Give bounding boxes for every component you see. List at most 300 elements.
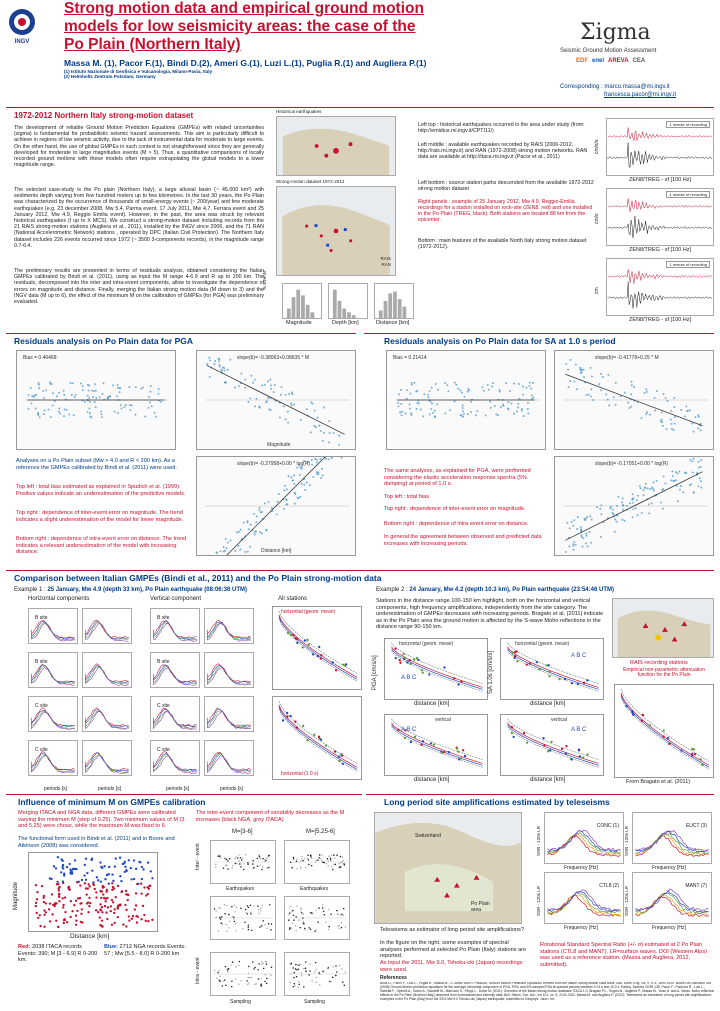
station-point bbox=[526, 741, 528, 743]
residual-point bbox=[240, 857, 242, 859]
itaca-record bbox=[105, 890, 107, 892]
nga-record bbox=[151, 877, 153, 879]
residual-point bbox=[615, 404, 617, 406]
residual-point bbox=[322, 904, 324, 906]
nga-record bbox=[135, 868, 137, 870]
residual-point bbox=[34, 394, 36, 396]
residual-point bbox=[401, 411, 403, 413]
residual-point bbox=[429, 390, 431, 392]
spectrum-curve bbox=[31, 755, 74, 772]
residual-point bbox=[236, 907, 238, 909]
ex2-pga-ylabel: PGA [cm/s/s] bbox=[372, 655, 378, 690]
nga-record bbox=[86, 872, 88, 874]
sa-intra-plot bbox=[554, 456, 714, 556]
residual-point bbox=[503, 405, 505, 407]
s2-text-3: Top right : dependence of inter-event error on magnitude. The trend indicates a slight underestimation of the model for lower magnitude. bbox=[16, 510, 184, 523]
residual-point bbox=[305, 970, 307, 972]
spectrum-curve bbox=[85, 664, 128, 682]
residual-point bbox=[311, 459, 313, 461]
itaca-record bbox=[128, 915, 130, 917]
residual-point bbox=[248, 926, 250, 928]
residual-point bbox=[653, 490, 655, 492]
residual-point bbox=[301, 972, 303, 974]
itaca-record bbox=[73, 904, 75, 906]
residual-point bbox=[337, 913, 339, 915]
teleseism-map bbox=[374, 812, 522, 924]
station-point bbox=[565, 753, 567, 755]
residual-point bbox=[215, 910, 217, 912]
residual-point bbox=[271, 923, 273, 925]
residual-point bbox=[647, 487, 649, 489]
itaca-record bbox=[45, 911, 47, 913]
residual-point bbox=[568, 386, 570, 388]
residual-point bbox=[321, 468, 323, 470]
residual-point bbox=[303, 968, 305, 970]
residual-point bbox=[249, 397, 251, 399]
residual-point bbox=[262, 920, 264, 922]
residual-point bbox=[644, 487, 646, 489]
residual-point bbox=[416, 408, 418, 410]
residual-point bbox=[624, 520, 626, 522]
attenuation-curve bbox=[391, 647, 482, 688]
residual-point bbox=[149, 401, 151, 403]
itaca-record bbox=[117, 885, 119, 887]
residual-point bbox=[247, 913, 249, 915]
sampling-label-1: Sampling bbox=[230, 999, 251, 1005]
nga-record bbox=[100, 881, 102, 883]
ssr-curve bbox=[547, 894, 620, 915]
s2-text-4: Bottom right : dependence of intra-event error on distance. The trend indicates a relevant underestimation of the model with increasing distance. bbox=[16, 536, 187, 556]
residual-point bbox=[235, 978, 237, 980]
residual-point bbox=[343, 908, 345, 910]
residual-point bbox=[299, 964, 301, 966]
residual-point bbox=[266, 978, 268, 980]
itaca-record bbox=[105, 898, 107, 900]
ssr-curve bbox=[635, 833, 708, 853]
residual-point bbox=[254, 967, 256, 969]
example-1-prefix: Example 1 : bbox=[14, 587, 46, 593]
poster-title bbox=[64, 0, 434, 54]
residual-point bbox=[573, 541, 575, 543]
residual-point bbox=[243, 869, 245, 871]
itaca-record bbox=[69, 916, 71, 918]
residual-point bbox=[288, 475, 290, 477]
residual-point bbox=[268, 923, 270, 925]
attenuation-curve bbox=[279, 619, 357, 681]
residual-point bbox=[250, 524, 252, 526]
residual-point bbox=[309, 970, 311, 972]
residual-point bbox=[217, 972, 219, 974]
residual-point bbox=[699, 477, 701, 479]
spectrum-curve bbox=[31, 621, 74, 638]
station-point bbox=[394, 648, 396, 650]
spectrum-curve bbox=[85, 712, 128, 730]
residual-point bbox=[459, 389, 461, 391]
residual-point bbox=[82, 389, 84, 391]
residual-point bbox=[398, 393, 400, 395]
residual-point bbox=[248, 925, 250, 927]
residual-point bbox=[268, 867, 270, 869]
residual-point bbox=[64, 408, 66, 410]
station-point bbox=[409, 659, 411, 661]
residual-point bbox=[660, 420, 662, 422]
station-point bbox=[402, 653, 404, 655]
residual-point bbox=[296, 969, 298, 971]
residual-point bbox=[245, 854, 247, 856]
residual-point bbox=[254, 983, 256, 985]
residual-point bbox=[589, 367, 591, 369]
residual-point bbox=[266, 857, 268, 859]
nga-record bbox=[96, 876, 98, 878]
attenuation-curve bbox=[507, 643, 598, 684]
residual-point bbox=[260, 978, 262, 980]
ex2-sa-ylabel: SA 1.0s [cm/s/s] bbox=[488, 650, 494, 694]
residual-point bbox=[648, 503, 650, 505]
residual-point bbox=[260, 864, 262, 866]
station-point bbox=[441, 752, 443, 754]
residual-point bbox=[116, 395, 118, 397]
station-point bbox=[558, 678, 560, 680]
residual-point bbox=[328, 420, 330, 422]
station-point bbox=[334, 750, 336, 752]
residual-point bbox=[270, 384, 272, 386]
residual-point bbox=[693, 431, 695, 433]
residual-point bbox=[220, 907, 222, 909]
residual-point bbox=[238, 854, 240, 856]
residual-point bbox=[129, 409, 131, 411]
residual-point bbox=[691, 422, 693, 424]
residual-point bbox=[223, 369, 225, 371]
residual-point bbox=[632, 493, 634, 495]
residual-point bbox=[517, 407, 519, 409]
nga-record bbox=[141, 866, 143, 868]
residual-point bbox=[577, 516, 579, 518]
pga-slope1-label: slope(b)= -0.38063+0.08635 * M bbox=[237, 355, 309, 361]
residual-point bbox=[140, 388, 142, 390]
waveform-panel bbox=[606, 258, 714, 316]
residual-point bbox=[489, 401, 491, 403]
station-point bbox=[543, 744, 545, 746]
residual-point bbox=[521, 408, 523, 410]
residual-point bbox=[580, 369, 582, 371]
residual-point bbox=[582, 546, 584, 548]
residual-point bbox=[693, 458, 695, 460]
itaca-record bbox=[89, 902, 91, 904]
residual-point bbox=[264, 981, 266, 983]
nga-record bbox=[56, 881, 58, 883]
residual-panel bbox=[284, 896, 350, 940]
hist-distance bbox=[374, 283, 414, 319]
residual-point bbox=[219, 855, 221, 857]
residual-point bbox=[684, 472, 686, 474]
nga-record bbox=[141, 878, 143, 880]
waveform-trace bbox=[608, 143, 712, 168]
residual-point bbox=[259, 913, 261, 915]
residual-point bbox=[624, 392, 626, 394]
residual-point bbox=[673, 406, 675, 408]
itaca-record bbox=[101, 919, 103, 921]
residual-point bbox=[42, 390, 44, 392]
residual-point bbox=[338, 435, 340, 437]
title-line-3: Po Plain (Northern Italy) bbox=[64, 36, 241, 53]
residual-point bbox=[224, 904, 226, 906]
residual-point bbox=[600, 389, 602, 391]
s1-paragraph-2: The selected case-study is the Po plain (Northern Italy), a large alluvial basin (~ 45.000 km²) with sediments depth varying from few hundred meters up to few kilometres. In the last 30 years, the Po Plain was characterized by the occurrence of thousands of small-energy events (~ 200/year) and few moderate earthquakes (e.g. 23 december 2008, Mw 5.4, Parma event, 17 July 2011, Mw 4.7, Ferrara event and 25 January 2012, Mw 4.9, Reggio Emilia event). However, in the past, the area was struck by relevant historical earthquakes (I up to X MCS). We construct a strong-motion dataset including records from the 21 RAIS strong-motion stations (Augliera et al., 2011), installed by the INGV since 2006, and the 71 RAN (National Accelerometric Network) stations , operated by DPC (Italian Civil Protection). The Northern Italy dataset includes 226 events occurred since 1972 (~ 3500 3-components records), in the magnitude range 0.7-6.4. bbox=[14, 187, 264, 249]
spectrum-curve bbox=[153, 621, 196, 639]
residual-point bbox=[80, 383, 82, 385]
residual-point bbox=[37, 412, 39, 414]
residual-point bbox=[94, 383, 96, 385]
residual-point bbox=[487, 384, 489, 386]
residual-point bbox=[87, 395, 89, 397]
residual-point bbox=[269, 379, 271, 381]
red-legend bbox=[18, 944, 100, 964]
residual-point bbox=[309, 964, 311, 966]
residual-point bbox=[662, 488, 664, 490]
residual-point bbox=[327, 865, 329, 867]
residual-point bbox=[338, 444, 340, 446]
itaca-record bbox=[120, 891, 122, 893]
residual-point bbox=[420, 409, 422, 411]
residual-point bbox=[467, 391, 469, 393]
residual-point bbox=[296, 976, 298, 978]
residual-point bbox=[224, 913, 226, 915]
residual-point bbox=[435, 383, 437, 385]
nga-record bbox=[112, 880, 114, 882]
affiliation-1: (1) Istituto Nazionale di Geofisica e Vulcanologia, Milano-Pavia, Italy bbox=[64, 69, 213, 74]
caption-left-middle: Left middle : available earthquakes recorded by RAIS (2006-2012, http://rais.mi.ingv.it) and RAN (1972-2008) strong motion networks. RAN data are available at http://itaca.mi.ingv.it (Pacor et al., 2011) bbox=[418, 142, 588, 161]
residual-point bbox=[293, 919, 295, 921]
station-point bbox=[462, 749, 464, 751]
station-point bbox=[410, 741, 412, 743]
residual-point bbox=[622, 497, 624, 499]
station-point bbox=[410, 663, 412, 665]
residual-point bbox=[58, 407, 60, 409]
residual-point bbox=[301, 912, 303, 914]
residual-point bbox=[63, 394, 65, 396]
residual-point bbox=[30, 403, 32, 405]
residual-point bbox=[516, 410, 518, 412]
station-point bbox=[680, 749, 682, 751]
nga-record bbox=[150, 870, 152, 872]
station-point bbox=[513, 736, 515, 738]
residual-point bbox=[158, 388, 160, 390]
residual-point bbox=[242, 928, 244, 930]
residual-point bbox=[214, 970, 216, 972]
spectrum-curve bbox=[153, 667, 196, 685]
residual-point bbox=[215, 866, 217, 868]
residual-point bbox=[680, 409, 682, 411]
residual-point bbox=[590, 388, 592, 390]
sigma-title: Σigma bbox=[580, 20, 651, 45]
residual-point bbox=[238, 531, 240, 533]
station-point bbox=[335, 669, 337, 671]
residual-point bbox=[258, 854, 260, 856]
residual-point bbox=[292, 923, 294, 925]
ex2-sa-horiz bbox=[500, 638, 604, 700]
residual-panel bbox=[210, 840, 276, 884]
itaca-record bbox=[135, 904, 137, 906]
residual-point bbox=[505, 382, 507, 384]
residual-point bbox=[310, 431, 312, 433]
hist-xlabel-depth: Depth [km] bbox=[332, 320, 359, 326]
itaca-record bbox=[79, 884, 81, 886]
itaca-record bbox=[52, 904, 54, 906]
itaca-record bbox=[43, 895, 45, 897]
nga-record bbox=[125, 870, 127, 872]
itaca-record bbox=[58, 900, 60, 902]
residual-point bbox=[409, 404, 411, 406]
residual-point bbox=[310, 855, 312, 857]
residual-point bbox=[221, 370, 223, 372]
residual-point bbox=[530, 388, 532, 390]
periods-label: periods [s] bbox=[166, 786, 190, 792]
residual-point bbox=[70, 382, 72, 384]
residual-point bbox=[430, 408, 432, 410]
itaca-record bbox=[87, 883, 89, 885]
residual-point bbox=[283, 508, 285, 510]
residual-point bbox=[257, 905, 259, 907]
itaca-record bbox=[63, 922, 65, 924]
residual-point bbox=[686, 410, 688, 412]
residual-point bbox=[221, 916, 223, 918]
residual-point bbox=[258, 969, 260, 971]
attenuation-curve bbox=[621, 697, 709, 769]
residual-point bbox=[341, 968, 343, 970]
residual-point bbox=[249, 977, 251, 979]
residual-point bbox=[263, 968, 265, 970]
itaca-record bbox=[63, 918, 65, 920]
blue-legend bbox=[104, 944, 186, 957]
residual-point bbox=[303, 986, 305, 988]
residual-point bbox=[244, 551, 246, 553]
residual-point bbox=[662, 425, 664, 427]
residual-point bbox=[250, 912, 252, 914]
hist-xlabel-dist: Distance [km] bbox=[376, 320, 410, 326]
residual-point bbox=[248, 929, 250, 931]
itaca-record bbox=[75, 900, 77, 902]
residual-point bbox=[323, 911, 325, 913]
itaca-record bbox=[110, 905, 112, 907]
residual-point bbox=[605, 393, 607, 395]
residual-point bbox=[462, 405, 464, 407]
residual-point bbox=[270, 409, 272, 411]
ssr-curve bbox=[547, 895, 620, 916]
residual-point bbox=[470, 411, 472, 413]
site-label: B site bbox=[157, 615, 170, 621]
residual-point bbox=[670, 419, 672, 421]
station-point bbox=[571, 682, 573, 684]
residual-point bbox=[600, 373, 602, 375]
station-point bbox=[516, 660, 518, 662]
residual-point bbox=[219, 364, 221, 366]
residual-point bbox=[309, 484, 311, 486]
residual-point bbox=[319, 854, 321, 856]
residual-point bbox=[310, 929, 312, 931]
residual-point bbox=[302, 913, 304, 915]
station-point bbox=[460, 757, 462, 759]
residual-point bbox=[63, 415, 65, 417]
s2-text-2: Top left : total bias estimated as explained in Spudich et al. (1999). Positive values indicate an underestimation of the predictive models. bbox=[16, 484, 186, 497]
residual-point bbox=[689, 459, 691, 461]
itaca-record bbox=[101, 911, 103, 913]
waveform-ylabel: cm/s/s bbox=[594, 139, 600, 154]
itaca-record bbox=[39, 914, 41, 916]
spectrum-curve bbox=[153, 752, 196, 771]
residual-point bbox=[663, 393, 665, 395]
residual-point bbox=[244, 921, 246, 923]
nga-record bbox=[115, 857, 117, 859]
residual-point bbox=[219, 980, 221, 982]
itaca-record bbox=[68, 886, 70, 888]
itaca-record bbox=[127, 899, 129, 901]
residual-point bbox=[293, 977, 295, 979]
residual-point bbox=[101, 416, 103, 418]
attenuation-curve bbox=[391, 719, 482, 760]
sigma-subtitle: Seismic Ground Motion Assessment bbox=[560, 48, 657, 54]
station-point bbox=[294, 721, 296, 723]
residual-point bbox=[410, 393, 412, 395]
residual-point bbox=[292, 480, 294, 482]
residual-point bbox=[261, 384, 263, 386]
nga-record bbox=[99, 861, 101, 863]
nga-record bbox=[111, 873, 113, 875]
residual-point bbox=[340, 862, 342, 864]
residual-point bbox=[676, 473, 678, 475]
station-point bbox=[416, 657, 418, 659]
residual-point bbox=[261, 961, 263, 963]
residual-point bbox=[240, 980, 242, 982]
residual-point bbox=[265, 401, 267, 403]
nga-record bbox=[104, 878, 106, 880]
residual-point bbox=[583, 376, 585, 378]
itaca-record bbox=[36, 898, 38, 900]
nga-record bbox=[103, 865, 105, 867]
earthquakes-label-1: Earthquakes bbox=[226, 886, 255, 892]
residual-point bbox=[232, 961, 234, 963]
residual-point bbox=[293, 986, 295, 988]
station-point bbox=[577, 683, 579, 685]
residual-point bbox=[264, 384, 266, 386]
residual-point bbox=[649, 414, 651, 416]
itaca-record bbox=[76, 910, 78, 912]
spectrum-panel bbox=[204, 652, 254, 688]
ssr-panel bbox=[544, 872, 624, 924]
itaca-record bbox=[61, 897, 63, 899]
residual-point bbox=[304, 858, 306, 860]
residual-point bbox=[700, 459, 702, 461]
nga-record bbox=[73, 868, 75, 870]
residual-point bbox=[243, 522, 245, 524]
station-point bbox=[548, 671, 550, 673]
residual-point bbox=[328, 967, 330, 969]
residual-point bbox=[261, 963, 263, 965]
spectrum-curve bbox=[153, 712, 196, 730]
residual-point bbox=[30, 387, 32, 389]
residual-point bbox=[234, 550, 236, 552]
residual-point bbox=[250, 904, 252, 906]
ex2d-abc: A B C bbox=[571, 727, 587, 733]
residual-point bbox=[247, 401, 249, 403]
itaca-record bbox=[58, 889, 60, 891]
residual-point bbox=[221, 922, 223, 924]
ex2a-title: horizontal (geom. mean) bbox=[399, 641, 454, 647]
residual-point bbox=[265, 860, 267, 862]
station-point bbox=[514, 655, 516, 657]
sa-bias-label: Bias = 0.21414 bbox=[393, 355, 427, 361]
residual-point bbox=[646, 411, 648, 413]
residual-point bbox=[114, 411, 116, 413]
